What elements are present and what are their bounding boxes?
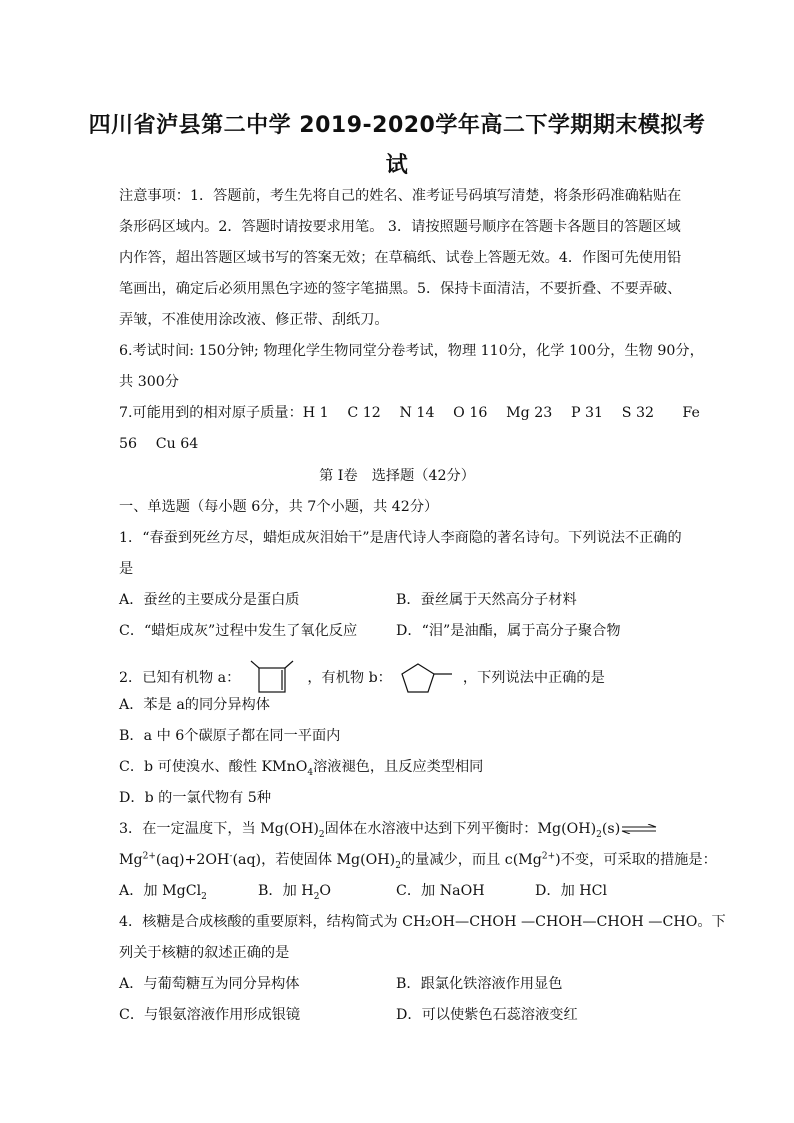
- q3-option-d: D．加 HCl: [535, 883, 608, 899]
- notice-line-7: 共 300分: [119, 374, 179, 390]
- q3-t2: 2+: [142, 851, 156, 862]
- q3-t6: 2: [395, 860, 401, 871]
- q2-option-c: [119, 757, 483, 777]
- page-title-line2: 试: [385, 153, 409, 178]
- q1-option-a: A．蚕丝的主要成分是蛋白质: [119, 592, 300, 608]
- q3-t9: )不变，可采取的措施是：: [555, 852, 717, 868]
- q3-option-b: [258, 881, 331, 901]
- q4-option-c: C．与银氨溶液作用形成银镜: [119, 1007, 301, 1023]
- q1-stem-line2: 是: [119, 561, 134, 577]
- q3-s2: 2: [318, 829, 325, 840]
- q4-option-d: D．可以使紫色石蕊溶液变红: [396, 1007, 578, 1023]
- q3-stem-line2: [119, 850, 717, 870]
- q3-option-a-sub: 2: [201, 891, 207, 902]
- part-heading: 一、单选题（每小题 6分，共 7个小题，共 42分）: [119, 499, 439, 515]
- equilibrium-arrow-icon: [620, 824, 658, 834]
- q3-s1: 3．在一定温度下，当 Mg(OH): [119, 821, 319, 837]
- q3-s5: (s): [601, 821, 621, 837]
- q2-option-c-sub: 4: [307, 767, 314, 778]
- q3-t8: 2+: [541, 851, 556, 862]
- q1-option-b: B．蚕丝属于天然高分子材料: [396, 592, 577, 608]
- q1-option-c: C．“蜡炬成灰”过程中发生了氧化反应: [119, 623, 358, 639]
- page-title-line1: 四川省泸县第二中学 2019-2020学年高二下学期期末模拟考: [88, 113, 706, 138]
- molecule-a-diagram: [245, 658, 303, 698]
- q4-stem-line2: 列关于核糖的叙述正确的是: [119, 945, 290, 961]
- q3-option-b-sub: 2: [313, 891, 320, 902]
- notice-line-9: 56 Cu 64: [119, 436, 199, 452]
- q2-stem-pre: 2．已知有机物 a：: [119, 670, 241, 686]
- q3-option-b-post: O: [319, 883, 332, 899]
- q3-t5: (aq)，若使固体 Mg(OH): [232, 852, 396, 868]
- q3-option-a: [119, 881, 207, 901]
- q2-option-a: A．苯是 a的同分异构体: [119, 697, 270, 713]
- q2-option-c-pre: C．b 可使溴水、酸性 KMnO: [119, 759, 308, 775]
- q3-option-b-pre: B．加 H: [258, 883, 314, 899]
- notice-line-5: 弄皱，不准使用涂改液、修正带、刮纸刀。: [119, 312, 389, 328]
- notice-line-8: 7.可能用到的相对原子质量：H 1 C 12 N 14 O 16 Mg 23 P 31 S 32 Fe: [119, 405, 700, 421]
- q4-stem-line1: 4．核糖是合成核酸的重要原料，结构简式为 CH₂OH—CHOH —CHOH—CHOH —CHO。下: [119, 914, 726, 930]
- q1-option-d: D．“泪”是油酯，属于高分子聚合物: [396, 623, 621, 639]
- q3-option-c: C．加 NaOH: [396, 883, 485, 899]
- q3-option-a-pre: A．加 MgCl: [119, 883, 202, 899]
- q3-s3: 固体在水溶液中达到下列平衡时：Mg(OH): [324, 821, 597, 837]
- q2-option-d: D．b 的一氯代物有 5种: [119, 790, 272, 806]
- section-header: 第 I卷 选择题（42分）: [319, 468, 475, 484]
- q3-t3: (aq)+2OH: [155, 852, 230, 868]
- q3-t4: -: [229, 851, 233, 862]
- q3-t1: Mg: [119, 852, 143, 868]
- q2-option-c-post: 溶液褪色，且反应类型相同: [313, 759, 484, 775]
- q2-stem-mid: ，有机物 b：: [307, 670, 392, 686]
- q4-option-b: B．跟氯化铁溶液作用显色: [396, 976, 563, 992]
- q2-stem: [119, 658, 605, 698]
- q3-s4: 2: [596, 829, 602, 840]
- q3-t7: 的量减少，而且 c(Mg: [400, 852, 542, 868]
- notice-line-6: 6.考试时间: 150分钟; 物理化学生物同堂分卷考试，物理 110分，化学 100分，生物 90分，: [119, 343, 704, 359]
- molecule-b-diagram: [396, 660, 458, 696]
- notice-line-4: 笔画出，确定后必须用黑色字迹的签字笔描黑。5．保持卡面清洁，不要折叠、不要弄破、: [119, 281, 682, 297]
- q2-option-b: B．a 中 6个碳原子都在同一平面内: [119, 728, 341, 744]
- q2-stem-post: ，下列说法中正确的是: [462, 670, 605, 686]
- q4-option-a: A．与葡萄糖互为同分异构体: [119, 976, 300, 992]
- notice-line-2: 条形码区域内。2．答题时请按要求用笔。 3．请按照题号顺序在答题卡各题目的答题区域: [119, 219, 681, 235]
- q1-stem-line1: 1．“春蚕到死丝方尽，蜡炬成灰泪始干”是唐代诗人李商隐的著名诗句。下列说法不正确的: [119, 530, 682, 546]
- notice-line-3: 内作答，超出答题区域书写的答案无效；在草稿纸、试卷上答题无效。4．作图可先使用铅: [119, 250, 682, 266]
- q3-stem-line1: [119, 819, 658, 839]
- notice-line-1: 注意事项：1．答题前，考生先将自己的姓名、准考证号码填写清楚，将条形码准确粘贴在: [119, 188, 682, 204]
